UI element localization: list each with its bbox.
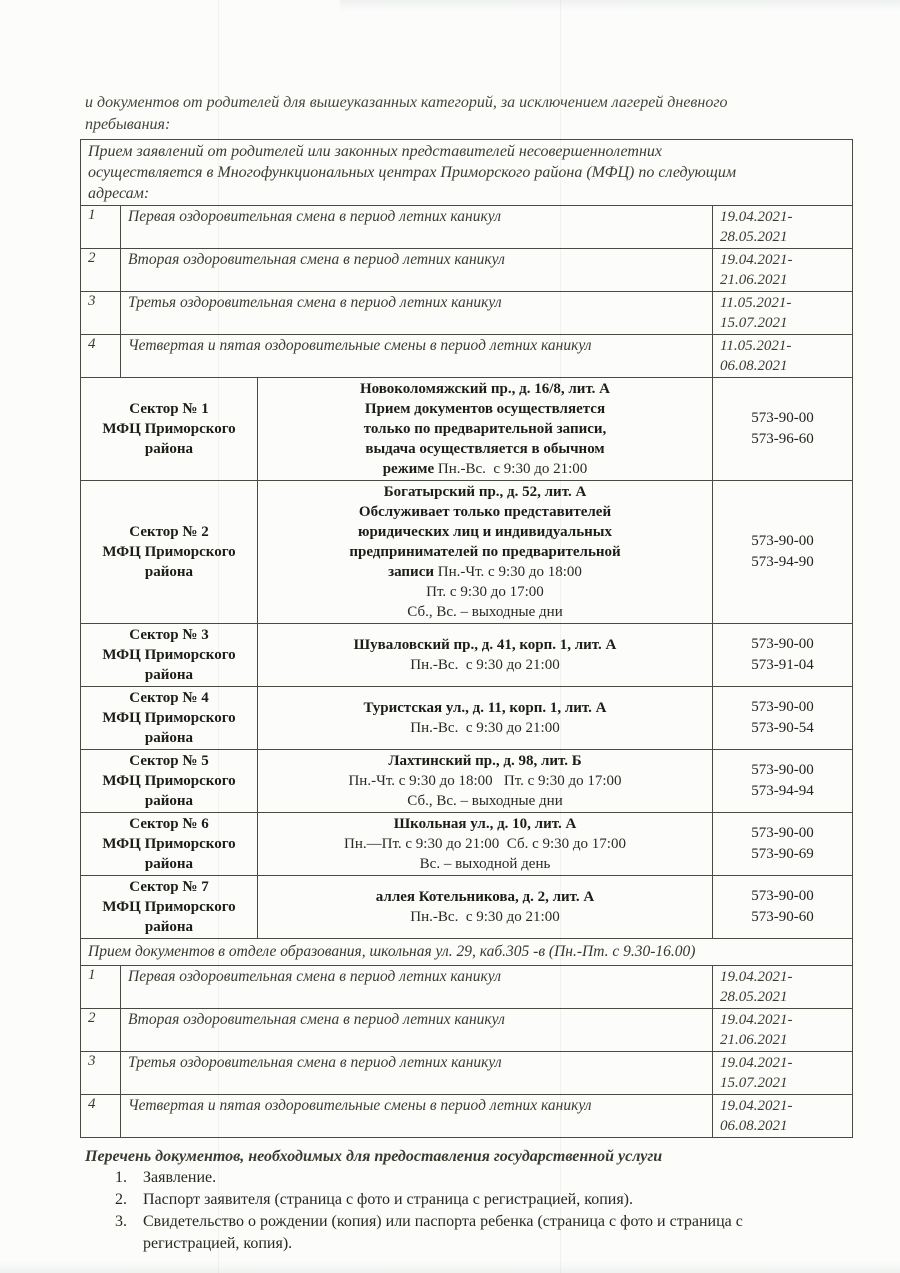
sector-address: аллея Котельникова, д. 2, лит. А: [375, 889, 595, 905]
sector-address: Новоколомяжский пр., д. 16/8, лит. А: [359, 381, 611, 397]
date-to: 28.05.2021: [720, 989, 788, 1005]
shift-number: 1: [81, 966, 121, 1009]
shift-dates: [713, 249, 853, 292]
dept-header-cell: Прием документов в отделе образования, школьная ул. 29, каб.305 -в (Пн.-Пт. с 9.30-16.00): [81, 939, 853, 966]
intro-line-1: и документов от родителей для вышеуказанных категорий, за исключением лагерей дневного: [85, 94, 728, 111]
sector-address: Шуваловский пр., д. 41, корп. 1, лит. А: [353, 637, 617, 653]
shift-dates: [713, 966, 853, 1009]
sector-info-cell: [258, 687, 713, 750]
sector-address: Школьная ул., д. 10, лит. А: [393, 816, 577, 832]
sector-hours-line: Пн.—Пт. с 9:30 до 21:00 Сб. с 9:30 до 17:00: [344, 836, 626, 852]
phone-1: 573-90-00: [751, 888, 814, 904]
sector-phones-cell: [713, 687, 853, 750]
phone-2: 573-90-69: [751, 846, 814, 862]
phone-2: 573-96-60: [751, 431, 814, 447]
phone-1: 573-90-00: [751, 699, 814, 715]
shift-number: 3: [81, 292, 121, 335]
item-text: [143, 1211, 852, 1255]
sector-note-last-line: [265, 562, 705, 582]
sector-title: Сектор № 4: [129, 690, 209, 706]
sector-dayoff-line: Вс. – выходной день: [419, 856, 551, 872]
shift-number: 2: [81, 1009, 121, 1052]
sector-address: Лахтинский пр., д. 98, лит. Б: [388, 753, 582, 769]
sector-row-3: [81, 624, 853, 687]
sector-info-cell: [258, 876, 713, 939]
phone-1: 573-90-00: [751, 825, 814, 841]
shift-label: Вторая оздоровительная смена в период летних каникул: [121, 249, 713, 292]
shift-dates: [713, 292, 853, 335]
sector-title-cell: [81, 378, 258, 481]
header-line-1: Прием заявлений от родителей или законных представителей несовершеннолетних: [88, 143, 663, 160]
document-content: [80, 92, 852, 1255]
sector-note-line: выдача осуществляется в обычном: [365, 441, 605, 457]
item-number: 2.: [115, 1191, 127, 1208]
phone-1: 573-90-00: [751, 636, 814, 652]
shift-label: Первая оздоровительная смена в период летних каникул: [121, 966, 713, 1009]
date-from: 11.05.2021-: [720, 338, 792, 354]
item-text-line-2: регистрацией, копия).: [143, 1235, 293, 1252]
list-item-3: [85, 1211, 852, 1255]
date-to: 21.06.2021: [720, 272, 788, 288]
sector-hours-line: Пн.-Чт. с 9:30 до 18:00 Пт. с 9:30 до 17:00: [348, 773, 622, 789]
sector-hours-line: Пн.-Вс. с 9:30 до 21:00: [410, 720, 560, 736]
sector-title-cell: [81, 481, 258, 624]
date-to: 21.06.2021: [720, 1032, 788, 1048]
shift-number: 4: [81, 335, 121, 378]
sector-phones-cell: [713, 624, 853, 687]
shift-label: Четвертая и пятая оздоровительные смены в период летних каникул: [121, 335, 713, 378]
sector-title: Сектор № 3: [129, 627, 209, 643]
sector-info-cell: [258, 624, 713, 687]
phone-2: 573-90-60: [751, 909, 814, 925]
sector-subtitle: МФЦ Приморского района: [102, 836, 236, 872]
sector-row-5: [81, 750, 853, 813]
sector-title: Сектор № 7: [129, 879, 209, 895]
sector-phones-cell: [713, 813, 853, 876]
sector-hours: Пн.-Чт. с 9:30 до 18:00: [434, 564, 582, 580]
list-item-1: [85, 1167, 852, 1189]
shift-label: Третья оздоровительная смена в период летних каникул: [121, 292, 713, 335]
sector-subtitle: МФЦ Приморского района: [102, 544, 236, 580]
date-to: 06.08.2021: [720, 1118, 788, 1134]
shift-label: Четвертая и пятая оздоровительные смены в период летних каникул: [121, 1095, 713, 1138]
phone-1: 573-90-00: [751, 410, 814, 426]
phone-2: 573-90-54: [751, 720, 814, 736]
phone-1: 573-90-00: [751, 762, 814, 778]
shift-dates: [713, 335, 853, 378]
shift-number: 3: [81, 1052, 121, 1095]
sector-row-2: [81, 481, 853, 624]
sector-title: Сектор № 6: [129, 816, 209, 832]
sector-hours-line: Пн.-Вс. с 9:30 до 21:00: [410, 657, 560, 673]
sector-note-line: только по предварительной записи,: [363, 421, 607, 437]
list-item-2: [85, 1189, 852, 1211]
shift-number: 2: [81, 249, 121, 292]
sector-title-cell: [81, 624, 258, 687]
sector-note-line: Прием документов осуществляется: [364, 401, 606, 417]
sector-note-line: юридических лиц и индивидуальных: [358, 524, 612, 540]
shift2-row-2: [81, 1009, 853, 1052]
header-line-3: адресам:: [88, 185, 150, 202]
shift-row-2: [81, 249, 853, 292]
date-from: 11.05.2021-: [720, 295, 792, 311]
item-text: Паспорт заявителя (страница с фото и страница с регистрацией, копия).: [143, 1191, 634, 1208]
date-from: 19.04.2021-: [720, 1012, 793, 1028]
item-number: 3.: [115, 1213, 127, 1230]
sector-note-line: предпринимателей по предварительной: [349, 544, 621, 560]
sector-title: Сектор № 1: [129, 401, 209, 417]
sector-subtitle: МФЦ Приморского района: [102, 710, 236, 746]
documents-section: [80, 1146, 852, 1255]
sector-note-line: Обслуживает только представителей: [358, 504, 612, 520]
sector-info-cell: [258, 813, 713, 876]
sector-subtitle: МФЦ Приморского района: [102, 899, 236, 935]
table-header-row: [81, 140, 853, 206]
sector-row-6: [81, 813, 853, 876]
sector-title: Сектор № 5: [129, 753, 209, 769]
sector-info-cell: [258, 481, 713, 624]
sector-phones-cell: [713, 750, 853, 813]
shift-dates: [713, 206, 853, 249]
sector-address: Богатырский пр., д. 52, лит. А: [383, 484, 587, 500]
sector-hours: Пн.-Вс. с 9:30 до 21:00: [434, 461, 588, 477]
date-to: 15.07.2021: [720, 1075, 788, 1091]
sector-address: Туристская ул., д. 11, корп. 1, лит. А: [363, 700, 607, 716]
sector-title: Сектор № 2: [129, 524, 209, 540]
phone-2: 573-94-90: [751, 554, 814, 570]
sector-title-cell: [81, 813, 258, 876]
date-from: 19.04.2021-: [720, 1055, 793, 1071]
shift-number: 4: [81, 1095, 121, 1138]
mfc-schedule-table: [80, 139, 853, 1138]
dept-header-row: [81, 939, 853, 966]
shift-row-3: [81, 292, 853, 335]
sector-title-cell: [81, 750, 258, 813]
date-from: 19.04.2021-: [720, 209, 793, 225]
sector-dayoff-line: Сб., Вс. – выходные дни: [407, 604, 563, 620]
shift-number: 1: [81, 206, 121, 249]
sector-phones-cell: [713, 876, 853, 939]
sector-subtitle: МФЦ Приморского района: [102, 421, 236, 457]
shift-row-1: [81, 206, 853, 249]
sector-info-cell: [258, 378, 713, 481]
item-number: 1.: [115, 1169, 127, 1186]
date-from: 19.04.2021-: [720, 969, 793, 985]
sector-title-cell: [81, 687, 258, 750]
sector-row-4: [81, 687, 853, 750]
date-to: 15.07.2021: [720, 315, 788, 331]
shift2-row-4: [81, 1095, 853, 1138]
shift-label: Первая оздоровительная смена в период летних каникул: [121, 206, 713, 249]
sector-subtitle: МФЦ Приморского района: [102, 647, 236, 683]
sector-hours-line: Пн.-Вс. с 9:30 до 21:00: [410, 909, 560, 925]
sector-subtitle: МФЦ Приморского района: [102, 773, 236, 809]
date-from: 19.04.2021-: [720, 252, 793, 268]
intro-line-2: пребывания:: [85, 116, 171, 133]
item-text: Заявление.: [143, 1169, 217, 1186]
shift-dates: [713, 1095, 853, 1138]
phone-2: 573-94-94: [751, 783, 814, 799]
documents-heading: Перечень документов, необходимых для предоставления государственной услуги: [85, 1148, 663, 1165]
date-to: 06.08.2021: [720, 358, 788, 374]
table-header-cell: [81, 140, 853, 206]
scan-edge-artifact-top: [340, 0, 900, 12]
shift2-row-1: [81, 966, 853, 1009]
sector-row-1: [81, 378, 853, 481]
intro-paragraph: [80, 92, 852, 136]
sector-hours-line: Пт. с 9:30 до 17:00: [426, 584, 544, 600]
sector-title-cell: [81, 876, 258, 939]
scan-edge-artifact-bottom: [0, 1261, 900, 1273]
sector-phones-cell: [713, 481, 853, 624]
phone-1: 573-90-00: [751, 533, 814, 549]
header-line-2: осуществляется в Многофункциональных центрах Приморского района (МФЦ) по следующим: [88, 164, 737, 181]
shift-row-4: [81, 335, 853, 378]
phone-2: 573-91-04: [751, 657, 814, 673]
date-to: 28.05.2021: [720, 229, 788, 245]
sector-note-bold-tail: режиме: [382, 461, 435, 477]
sector-note-bold-tail: записи: [388, 564, 434, 580]
shift-label: Вторая оздоровительная смена в период летних каникул: [121, 1009, 713, 1052]
item-text-line-1: Свидетельство о рождении (копия) или паспорта ребенка (страница с фото и страница с: [143, 1213, 743, 1230]
shift-dates: [713, 1009, 853, 1052]
sector-phones-cell: [713, 378, 853, 481]
sector-info-cell: [258, 750, 713, 813]
sector-note-last-line: [265, 459, 705, 479]
date-from: 19.04.2021-: [720, 1098, 793, 1114]
shift-dates: [713, 1052, 853, 1095]
shift-label: Третья оздоровительная смена в период летних каникул: [121, 1052, 713, 1095]
shift2-row-3: [81, 1052, 853, 1095]
sector-row-7: [81, 876, 853, 939]
sector-dayoff-line: Сб., Вс. – выходные дни: [407, 793, 563, 809]
